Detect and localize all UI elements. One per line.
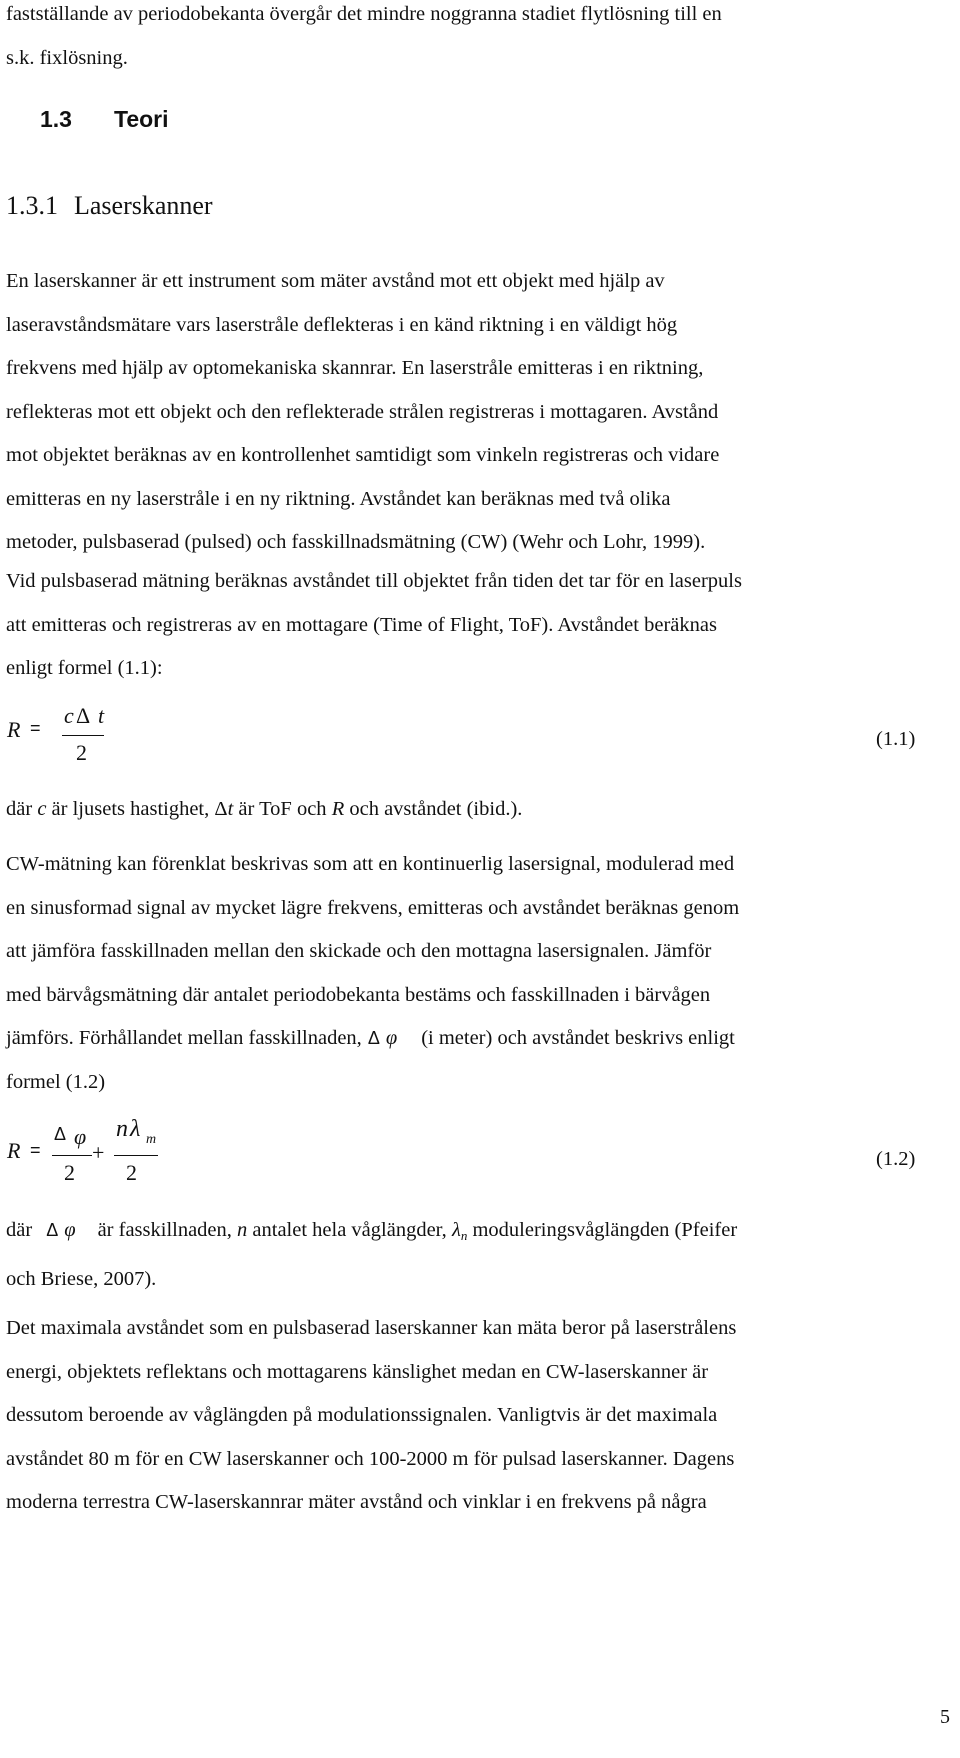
text-line: dessutom beroende av våglängden på modulationssignalen. Vanligtvis är det maximala (6, 1404, 718, 1426)
fraction-bar (62, 735, 104, 736)
text-line: En laserskanner är ett instrument som mäter avstånd mot ett objekt med hjälp av (6, 270, 665, 292)
text-span: där (6, 1219, 33, 1241)
equation-number: (1.2) (876, 1148, 916, 1170)
symbol-n: n (237, 1219, 248, 1241)
text-span: jämförs. Förhållandet mellan fasskillnaden, (6, 1027, 362, 1049)
subsection-number: 1.3.1 (6, 191, 58, 220)
text-line: metoder, pulsbaserad (pulsed) och fasskillnadsmätning (CW) (Wehr och Lohr, 1999). (6, 531, 706, 553)
eq-num-delta: Δ (76, 703, 91, 728)
eq-lhs-R: R (7, 1138, 21, 1163)
text-line: enligt formel (1.1): (6, 657, 163, 679)
symbol-lambda: λ (451, 1219, 461, 1241)
symbol-phi: φ (64, 1219, 76, 1241)
page-number: 5 (940, 1706, 950, 1728)
text-span: moduleringsvåglängden (Pfeifer (472, 1219, 738, 1241)
text-span: är fasskillnaden, (97, 1219, 232, 1241)
text-line: moderna terrestra CW-laserskannrar mäter avstånd och vinklar i en frekvens på några (6, 1491, 707, 1513)
symbol-c: c (37, 798, 47, 820)
eq-num2-n: n (116, 1116, 128, 1142)
text-line: emitteras en ny laserstråle i en ny riktning. Avståndet kan beräknas med två olika (6, 487, 671, 510)
paragraph-cw-matning (6, 843, 940, 1104)
paragraph-maximala-avstandet (6, 1307, 940, 1525)
text-line: med bärvågsmätning där antalet periodobekanta bestäms och fasskillnaden i bärvågen (6, 983, 711, 1006)
eq-plus: + (92, 1140, 105, 1165)
text-line: CW-mätning kan förenklat beskrivas som att en kontinuerlig lasersignal, modulerad med (6, 853, 735, 875)
symbol-subscript-n: n (460, 1228, 468, 1243)
symbol-R: R (331, 798, 345, 820)
text-span: där (6, 798, 38, 820)
symbol-delta: Δ (214, 798, 228, 820)
paragraph-laserskanner (6, 260, 940, 565)
equation-1-2-explanation (6, 1209, 940, 1301)
text-line: mot objektet beräknas av en kontrollenhet samtidigt som vinkeln registreras och vidare (6, 444, 720, 466)
text-line: laseravståndsmätare vars laserstråle deflekteras i en känd riktning i en väldigt hög (6, 313, 678, 336)
text-span: och avståndet (ibid.). (344, 798, 523, 820)
eq-num-t: t (98, 703, 105, 728)
symbol-phi: φ (385, 1027, 398, 1049)
intro-paragraph (6, 0, 940, 80)
text-span: (i meter) och avståndet beskrivs enligt (421, 1027, 735, 1049)
eq-den: 2 (76, 740, 87, 765)
fraction-bar (52, 1155, 92, 1156)
eq-den1: 2 (64, 1160, 75, 1185)
text-line: att jämföra fasskillnaden mellan den skickade och den mottagna lasersignalen. Jämför (6, 940, 712, 962)
text-line: frekvens med hjälp av optomekaniska skannrar. En laserstråle emitteras i en riktning, (6, 357, 704, 379)
text-line (6, 788, 940, 832)
text-line (6, 1017, 940, 1061)
eq-num2-sub: m (146, 1132, 157, 1147)
text-line: avståndet 80 m för en CW laserskanner och 100-2000 m för pulsad laserskanner. Dagens (6, 1447, 735, 1470)
text-line (6, 1209, 940, 1258)
text-span: är ljusets hastighet, (46, 798, 215, 820)
eq-equals: = (30, 718, 41, 738)
symbol-delta: Δ (367, 1028, 380, 1048)
eq-den2: 2 (126, 1160, 137, 1185)
fraction-bar (114, 1155, 158, 1156)
paragraph-pulsbaserad (6, 560, 940, 691)
text-line: en sinusformad signal av mycket lägre frekvens, emitteras och avståndet beräknas genom (6, 896, 740, 919)
text-line: Vid pulsbaserad mätning beräknas avståndet till objektet från tiden det tar för en laserpuls (6, 570, 742, 592)
eq-num-c: c (64, 703, 74, 728)
section-title: Teori (113, 106, 169, 132)
section-number: 1.3 (40, 106, 72, 132)
text-line: formel (1.2) (6, 1070, 106, 1093)
text-line: reflekteras mot ett objekt och den reflekterade strålen registreras i mottagaren. Avstånd (6, 400, 719, 423)
symbol-t: t (227, 798, 234, 820)
text-line: energi, objektets reflektans och mottagarens känslighet medan en CW-laserskanner är (6, 1360, 709, 1383)
eq-num1-phi: φ (74, 1124, 87, 1149)
text-line: Det maximala avståndet som en pulsbaserad laserskanner kan mäta beror på laserstrålens (6, 1317, 737, 1339)
eq-lhs-R: R (7, 717, 21, 742)
section-heading (40, 106, 169, 133)
eq-num2-lambda: λ (130, 1116, 141, 1142)
eq-equals: = (30, 1140, 41, 1160)
subsection-heading (6, 191, 213, 221)
eq-num1-delta: Δ (54, 1124, 67, 1144)
text-span: är ToF och (233, 798, 332, 820)
text-line: s.k. fixlösning. (6, 46, 128, 69)
subsection-title: Laserskanner (74, 191, 213, 220)
equation-number: (1.1) (876, 728, 916, 750)
text-line: att emitteras och registreras av en mottagare (Time of Flight, ToF). Avståndet beräknas (6, 613, 717, 636)
text-line: fastställande av periodobekanta övergår det mindre noggranna stadiet flytlösning till en (6, 3, 722, 25)
symbol-delta: Δ (46, 1220, 59, 1240)
text-line: och Briese, 2007). (6, 1267, 157, 1290)
text-span: antalet hela våglängder, (252, 1219, 447, 1241)
equation-1-1-explanation (6, 788, 940, 832)
